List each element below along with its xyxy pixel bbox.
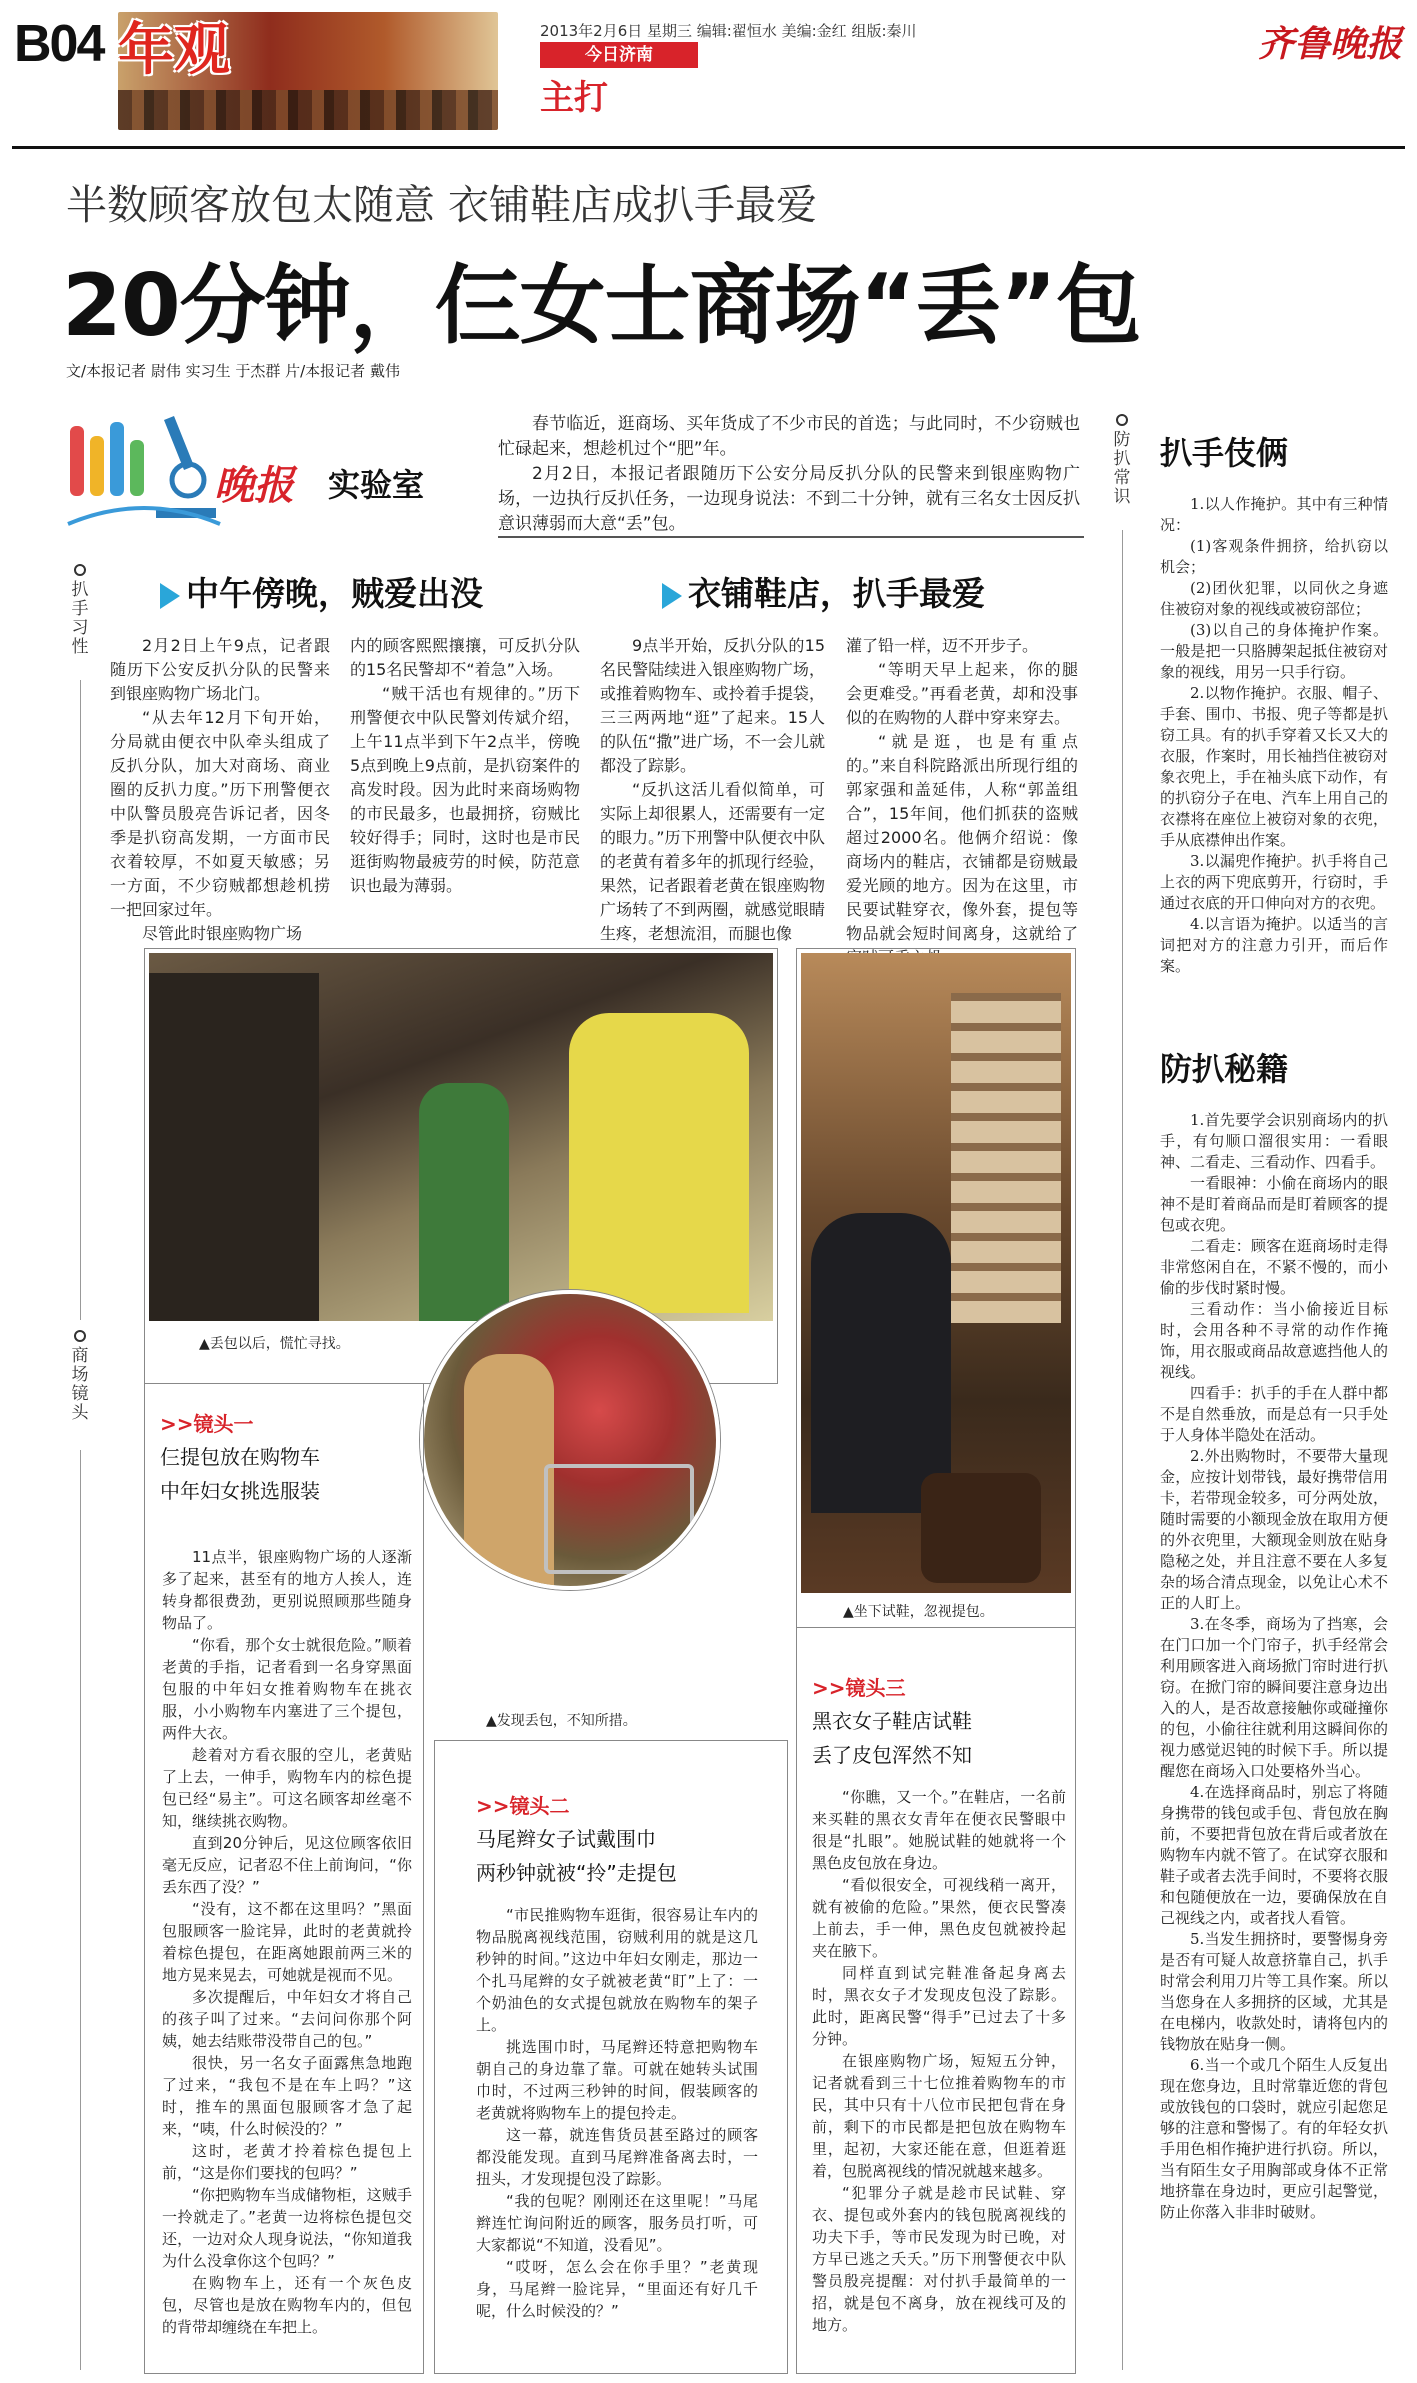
photo-caption: ▲坐下试鞋，忽视提包。	[843, 1604, 994, 1620]
shot-title-line: 丢了皮包浑然不知	[812, 1743, 972, 1767]
paragraph: 这时，老黄才拎着棕色提包上前，“这是你们要找的包吗？”	[162, 2142, 412, 2182]
paragraph: (1)客观条件拥挤，给扒窃以机会；	[1160, 537, 1388, 576]
paragraph: 三看动作：当小偷接近目标时，会用各种不寻常的动作作掩饰，用衣服或商品故意遮挡他人的视线。	[1160, 1300, 1388, 1381]
photo-lost-bag	[149, 953, 773, 1321]
shot-title-line: 两秒钟就被“拎”走提包	[476, 1861, 677, 1885]
shot1-text	[162, 1546, 412, 2338]
sidebar-text-2	[1160, 1110, 1388, 2223]
paragraph: 2.外出购物时，不要带大量现金，应按计划带钱，最好携带信用卡，若带现金较多，可分两处放，随时需要的小额现金放在取用方便的外衣兜里，大额现金则放在贴身隐秘之处，并且注意不要在人多复杂的场合清点现金，以免让心术不正的人盯上。	[1160, 1447, 1388, 1612]
side-label-shots	[70, 1328, 90, 1423]
circle-icon	[74, 1330, 86, 1342]
section-heading-2	[662, 568, 985, 615]
section-label: 主打	[540, 78, 608, 118]
paragraph: 多次提醒后，中年妇女才将自己的孩子叫了过来。“去问问你那个阿姨，她去结账带没带自己的包。”	[162, 1988, 412, 2050]
paragraph: 4.在选择商品时，别忘了将随身携带的钱包或手包、背包放在胸前，不要把背包放在背后或者放在购物车内就不管了。在试穿衣服和鞋子或者去洗手间时，不要将衣服和包随便放在一边，要确保放在自己视线之内，或者找人看管。	[1160, 1783, 1388, 1927]
paragraph: “没有，这不都在这里吗？”黑面包服顾客一脸诧异，此时的老黄就拎着棕色提包，在距离她跟前两三米的地方晃来晃去，可她就是视而不见。	[162, 1900, 412, 1984]
paragraph: 3.在冬季，商场为了挡寒，会在门口加一个门帘子，扒手经常会利用顾客进入商场掀门帘时进行扒窃。在掀门帘的瞬间要注意身边出入的人，是否故意接触你或碰撞你的包，小偷往往就利用这瞬间你的视力感觉迟钝的时候下手。所以提醒您在商场入口处要格外当心。	[1160, 1615, 1388, 1780]
paragraph: 5.当发生拥挤时，要警惕身旁是否有可疑人故意挤靠自己，扒手时常会利用刀片等工具作案。所以当您身在人多拥挤的区域，尤其是在电梯内，收款处时，请将包内的钱物放在贴身一侧。	[1160, 1930, 1388, 2053]
paragraph: 二看走：顾客在逛商场时走得非常悠闲自在，不紧不慢的，而小偷的步伐时紧时慢。	[1160, 1237, 1388, 1297]
shot-tag: >>镜头二	[476, 1794, 570, 1818]
photo-circle-scarf	[420, 1290, 720, 1590]
photo-handbag	[921, 1473, 1041, 1583]
section-heading-text: 中午傍晚，贼爱出没	[186, 574, 483, 613]
headline: 20分钟，仨女士商场“丢”包	[62, 256, 1141, 356]
paragraph: 4.以言语为掩护。以适当的言词把对方的注意力引开，而后作案。	[1160, 915, 1388, 975]
side-rule	[80, 680, 81, 1320]
shot-tag: >>镜头三	[812, 1676, 906, 1700]
photo-shoe-shelves	[951, 993, 1061, 1323]
paragraph: 6.当一个或几个陌生人反复出现在您身边，且时常靠近您的背包或放钱包的口袋时，就应引起您足够的注意和警惕了。有的年轻女扒手用色相作掩护进行扒窃。所以，当有陌生女子用胸部或身体不正常地挤靠在身边时，更应引起警觉，防止你落入非非时破财。	[1160, 2056, 1388, 2221]
paragraph: 很快，另一名女子面露焦急地跑了过来，“我包不是在车上吗？”这时，推车的黑面包服顾客才急了起来，“咦，什么时候没的？”	[162, 2054, 412, 2138]
paragraph: “犯罪分子就是趁市民试鞋、穿衣、提包或外套内的钱包脱离视线的功夫下手，等市民发现为时已晚，对方早已逃之夭夭。”历下刑警便衣中队警员殷亮提醒：对付扒手最简单的一招，就是包不离身，放在视线可及的地方。	[812, 2184, 1066, 2334]
paragraph: 尽管此时银座购物广场	[142, 924, 303, 943]
subheadline: 半数顾客放包太随意 衣铺鞋店成扒手最爱	[66, 181, 818, 229]
shot-title-line: 马尾辫女子试戴围巾	[476, 1827, 656, 1851]
paragraph: 9点半开始，反扒分队的15名民警陆续进入银座购物广场，或推着购物车、或拎着手提袋，三三两两地“逛”了起来。15人的队伍“撒”进广场，不一会儿就都没了踪影。	[600, 636, 825, 775]
intro-paragraph: 春节临近，逛商场、买年货成了不少市民的首选；与此同时，不少窃贼也忙碌起来，想趁机过个“肥”年。	[498, 414, 1080, 459]
circle-icon	[1116, 414, 1128, 426]
side-label-text: 扒手习性	[71, 580, 89, 657]
shot-title	[160, 1440, 320, 1508]
microscope-icon	[64, 396, 224, 534]
circle-icon	[74, 564, 86, 576]
dateline: 2013年2月6日 星期三 编辑:翟恒水 美编:金红 组版:秦川	[540, 22, 917, 40]
paragraph: 内的顾客熙熙攘攘，可反扒分队的15名民警却不“着急”入场。	[350, 636, 580, 679]
paragraph: 1.以人作掩护。其中有三种情况：	[1160, 495, 1388, 534]
section-heading-text: 衣铺鞋店，扒手最爱	[688, 574, 985, 613]
paragraph: (2)团伙犯罪，以同伙之身遮住被窃对象的视线或被窃部位；	[1160, 579, 1388, 618]
paragraph: 这一幕，就连售货员甚至路过的顾客都没能发现。直到马尾辫准备离去时，一扭头，才发现提包没了踪影。	[476, 2126, 758, 2188]
paragraph: “你看，那个女士就很危险。”顺着老黄的手指，记者看到一名身穿黑面包服的中年妇女推着购物车在挑衣服，小小购物车内塞进了三个提包，两件大衣。	[162, 1636, 412, 1742]
paragraph: 同样直到试完鞋准备起身离去时，黑衣女子才发现皮包没了踪影。此时，距离民警“得手”已过去了十多分钟。	[812, 1964, 1066, 2048]
paragraph: “我的包呢？刚刚还在这里呢！”马尾辫连忙询问附近的顾客，服务员打听，可大家都说“不知道，没看见”。	[476, 2192, 758, 2254]
sidebar-text-1	[1160, 494, 1388, 977]
side-label-habits	[70, 562, 90, 657]
shot-title-line: 中年妇女挑选服装	[160, 1479, 320, 1503]
header-rule	[12, 146, 1405, 149]
paragraph: 3.以漏兜作掩护。扒手将自己上衣的两下兜底剪开，行窃时，手通过衣底的开口伸向对方的衣兜。	[1160, 852, 1388, 912]
paragraph: “哎呀，怎么会在你手里？”老黄现身，马尾辫一脸诧异，“里面还有好几千呢，什么时候没的？”	[476, 2258, 758, 2320]
paragraph: 灌了铅一样，迈不开步子。	[846, 636, 1039, 655]
section1-col1	[110, 634, 330, 946]
photo-caption: ▲丢包以后，慌忙寻找。	[199, 1336, 350, 1352]
shot3-text	[812, 1786, 1066, 2336]
paragraph: 在银座购物广场，短短五分钟，记者就看到三十七位推着购物车的市民，其中只有十八位市民把包背在身前，剩下的市民都是把包放在购物车里，起初，大家还能在意，但逛着逛着，包脱离视线的情况就越来越多。	[812, 2052, 1066, 2180]
paragraph: 直到20分钟后，见这位顾客依旧毫无反应，记者忍不住上前询问，“你丢东西了没？”	[162, 1834, 412, 1896]
paragraph: 2.以物作掩护。衣服、帽子、手套、围巾、书报、兜子等都是扒窃工具。有的扒手穿着又长又大的衣服，作案时，用长袖挡住被窃对象衣兜上，手在袖头底下动作，有的扒窃分子在电、汽车上用自己的衣襟将在座位上被窃对象的衣兜，手从底襟伸出作案。	[1160, 684, 1388, 849]
paragraph: 2月2日上午9点，记者跟随历下公安反扒分队的民警来到银座购物广场北门。	[110, 636, 330, 703]
paragraph: “反扒这活儿看似简单，可实际上却很累人，还需要有一定的眼力。”历下刑警中队便衣中队的老黄有着多年的抓现行经验，果然，记者跟着老黄在银座购物广场转了不到两圈，就感觉眼睛生疼，老想流泪，而腿也像	[600, 780, 825, 943]
paragraph: (3)以自己的身体掩护作案。一般是把一只胳膊架起抵住被窃对象的视线，用另一只手行窃。	[1160, 621, 1388, 681]
shot-title-line: 仨提包放在购物车	[160, 1445, 320, 1469]
newspaper-logo: 齐鲁晚报	[1258, 23, 1403, 65]
paragraph: “就是逛，也是有重点的。”来自科院路派出所现行组的郭家强和盖延伟，人称“郭盖组合”，15年间，他们抓获的盗贼超过2000名。他俩介绍说：像商场内的鞋店，衣铺都是窃贼最爱光顾的地方。因为在这里，市民要试鞋穿衣，像外套，提包等物品就会短时间离身，这就给了	[846, 732, 1078, 943]
paragraph: 一看眼神：小偷在商场内的眼神不是盯着商品而是盯着顾客的提包或衣兜。	[1160, 1174, 1388, 1234]
side-label-text: 商场镜头	[71, 1346, 89, 1423]
section2-col2	[846, 634, 1078, 970]
arrow-icon	[160, 583, 180, 609]
sidebar-label	[1112, 412, 1132, 507]
section-tag: 今日济南	[540, 42, 698, 68]
paragraph: 1.首先要学会识别商场内的扒手，有句顺口溜很实用：一看眼神、二看走、三看动作、四看手。	[1160, 1111, 1388, 1171]
paragraph: 趁着对方看衣服的空儿，老黄贴了上去，一伸手，购物车内的棕色提包已经“易主”。可这名顾客却丝毫不知，继续挑衣购物。	[162, 1746, 412, 1830]
photo-figure-yellow-jacket	[569, 1013, 749, 1313]
photo-frame-3	[796, 948, 1076, 1628]
sidebar-label-text: 防扒常识	[1113, 430, 1131, 507]
byline: 文/本报记者 尉伟 实习生 于杰群 片/本报记者 戴伟	[66, 362, 400, 380]
arrow-icon	[662, 583, 682, 609]
paragraph: “贼干活也有规律的。”历下刑警便衣中队民警刘传斌介绍，上午11点半到下午2点半，傍晚5点到晚上9点前，是扒窃案件的高发时段。因为此时来商场购物的市民最多，也最拥挤，窃贼比较好得手；同时，这时也是市民逛街购物最疲劳的时候，防范意识也最为薄弱。	[350, 684, 580, 895]
intro-rule	[498, 536, 1084, 538]
sidebar-heading-2: 防扒秘籍	[1160, 1050, 1289, 1088]
photo-frame-1	[144, 948, 778, 1384]
logo-text-lab: 实验室	[328, 466, 425, 504]
section1-col2	[350, 634, 580, 898]
photo-shopping-cart	[544, 1464, 694, 1574]
paragraph: 四看手：扒手的手在人群中都不是自然垂放，而是总有一只手处于人身体半隐处在活动。	[1160, 1384, 1388, 1444]
shot2-text	[476, 1904, 758, 2322]
paragraph: “看似很安全，可视线稍一离开，就有被偷的危险。”果然，便衣民警凑上前去，手一伸，黑色皮包就被拎起夹在腋下。	[812, 1876, 1066, 1960]
section2-col1	[600, 634, 825, 946]
paragraph: 11点半，银座购物广场的人逐渐多了起来，甚至有的地方人挨人，连转身都很费劲，更别说照顾那些随身物品了。	[162, 1548, 412, 1632]
paragraph: “你瞧，又一个。”在鞋店，一名前来买鞋的黑衣女青年在便衣民警眼中很是“扎眼”。她脱试鞋的她就将一个黑色皮包放在身边。	[812, 1788, 1066, 1872]
paragraph: “市民推购物车逛街，很容易让车内的物品脱离视线范围，窃贼利用的就是这几秒钟的时间。”这边中年妇女刚走，那边一个扎马尾辫的女子就被老黄“盯”上了：一个奶油色的女式提包就放在购物车的架子上。	[476, 1906, 758, 2034]
column-logo	[64, 396, 474, 534]
intro-paragraph: 2月2日，本报记者跟随历下公安分局反扒分队的民警来到银座购物广场，一边执行反扒任务，一边现身说法：不到二十分钟，就有三名女士因反扒意识薄弱而大意“丢”包。	[498, 464, 1080, 534]
shot-title	[812, 1704, 972, 1772]
sidebar-rule	[1122, 530, 1123, 2370]
photo-shoe-store	[801, 953, 1071, 1593]
photo-figure-dark	[149, 973, 319, 1321]
shot-title-line: 黑衣女子鞋店试鞋	[812, 1709, 972, 1733]
paragraph: “等明天早上起来，你的腿会更难受。”再看老黄，却和没事似的在购物的人群中穿来穿去。	[846, 660, 1078, 727]
section-heading-1	[160, 568, 483, 615]
side-rule	[80, 1450, 81, 2370]
paragraph: “你把购物车当成储物柜，这贼手一拎就走了。”老黄一边将棕色提包交还，一边对众人现身说法，“你知道我为什么没拿你这个包吗？”	[162, 2186, 412, 2270]
sidebar-heading-1: 扒手伎俩	[1160, 434, 1289, 472]
photo-figure-green	[419, 1083, 509, 1321]
shot-title	[476, 1822, 677, 1890]
photo-figure-black	[811, 1213, 951, 1513]
intro-text	[498, 412, 1080, 537]
paragraph: 在购物车上，还有一个灰色皮包，尽管也是放在购物车内的，但包的背带却缠绕在车把上。	[162, 2274, 412, 2336]
paragraph: “从去年12月下旬开始，分局就由便衣中队牵头组成了反扒分队，加大对商场、商业圈的反扒力度。”历下刑警便衣中队警员殷亮告诉记者，因冬季是扒窃高发期，一方面市民衣着较厚，不如夏天敏感；另一方面，不少窃贼都想趁机捞一把回家过年。	[110, 708, 330, 919]
paragraph: 挑选围巾时，马尾辫还特意把购物车朝自己的身边靠了靠。可就在她转头试围巾时，不过两三秒钟的时间，假装顾客的老黄就将购物车上的提包拎走。	[476, 2038, 758, 2122]
banner-title: 年观	[118, 17, 230, 83]
logo-text: 晚报	[214, 462, 294, 509]
banner-crowd-image	[118, 90, 498, 130]
photo-figure-ponytail	[464, 1354, 554, 1590]
page-number: B04	[14, 15, 104, 73]
shot-tag: >>镜头一	[160, 1412, 254, 1436]
photo-caption: ▲发现丢包，不知所措。	[486, 1713, 637, 1729]
